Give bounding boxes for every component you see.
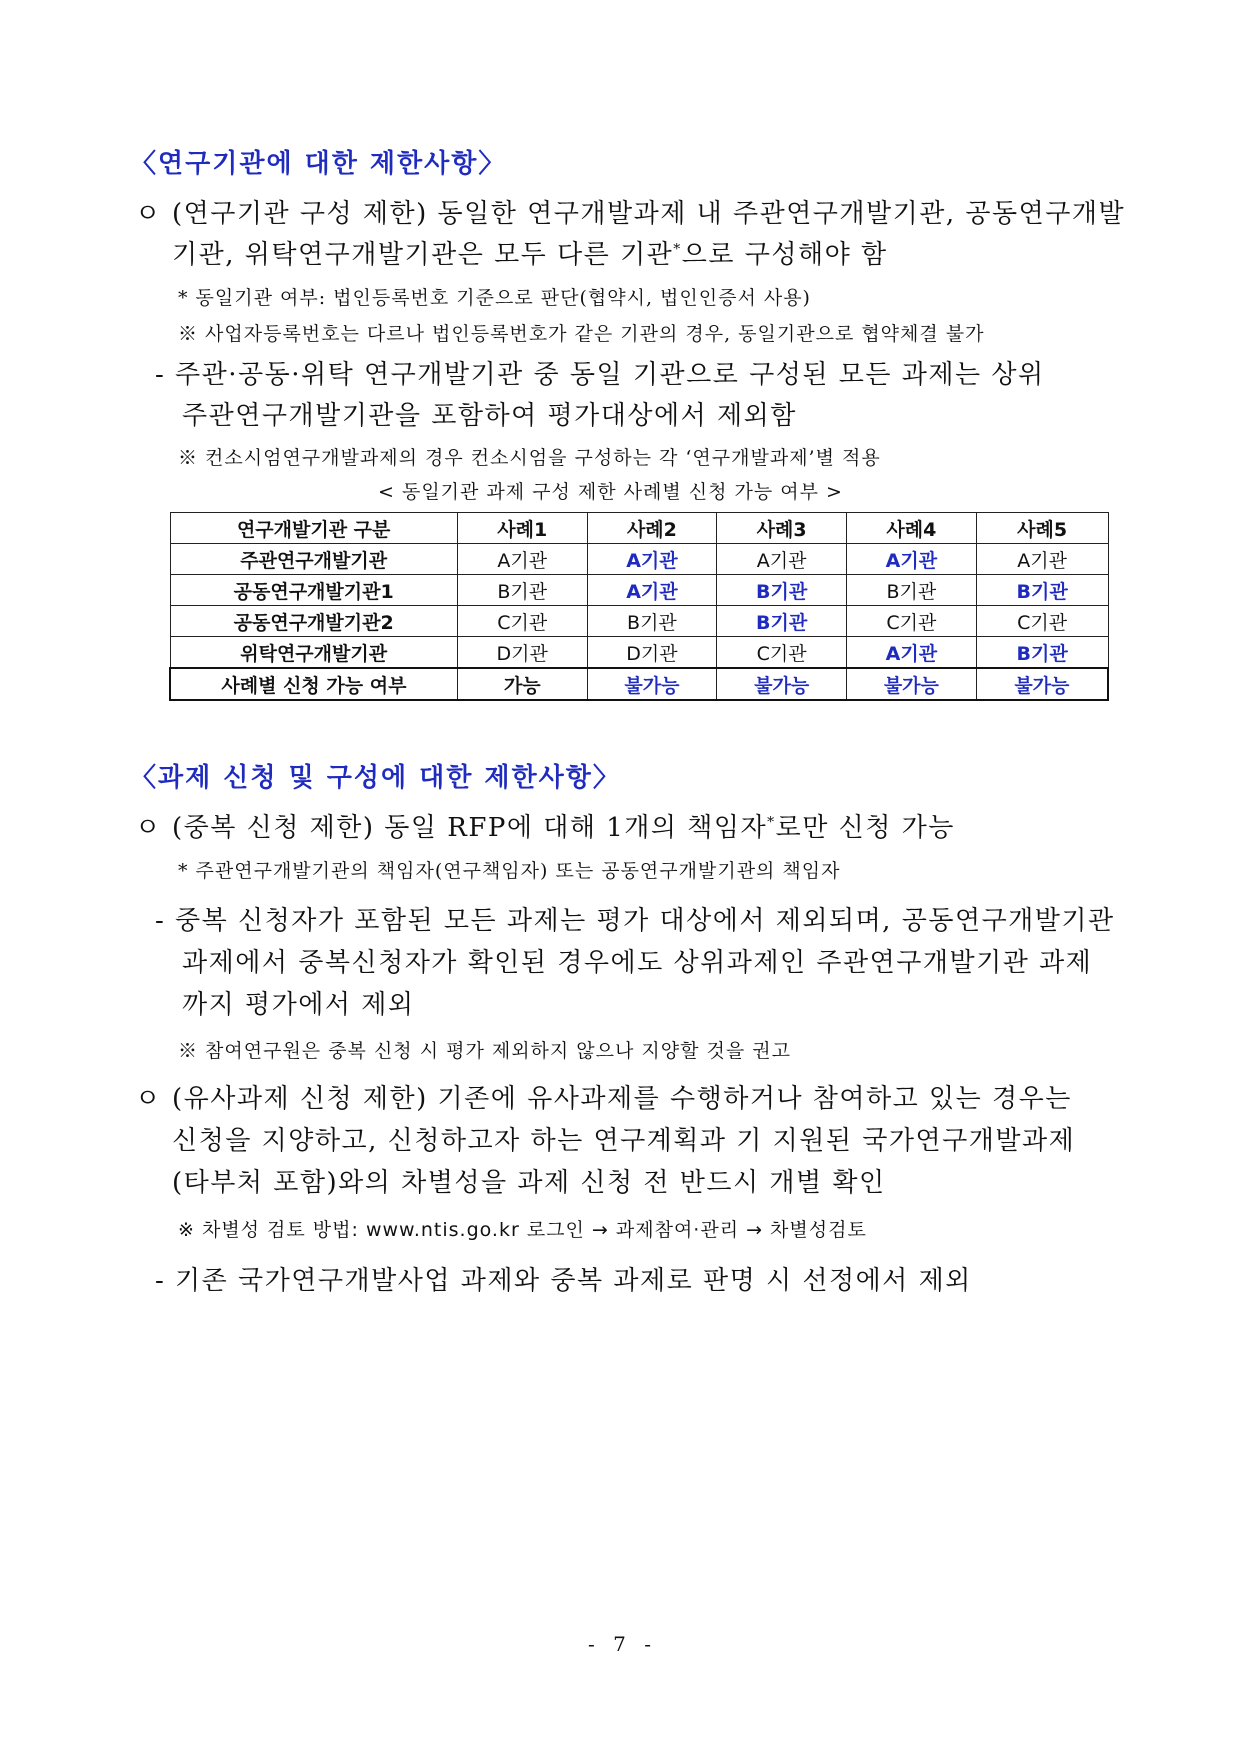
dash-item-duplicate-line3: 까지 평가에서 제외 — [182, 990, 415, 1020]
table-cell: B기관 — [717, 606, 847, 637]
note-consortium: ※ 컨소시엄연구개발과제의 경우 컨소시엄을 구성하는 각 ‘연구개발과제’별 적용 — [178, 447, 881, 469]
dash-item-existing-project: - 기존 국가연구개발사업 과제와 중복 과제로 판명 시 선정에서 제외 — [155, 1266, 972, 1296]
item-duplicate-application — [172, 807, 955, 844]
table-cell: A기관 — [847, 544, 977, 575]
table-cell: C기관 — [847, 606, 977, 637]
table-cell: 불가능 — [717, 668, 847, 700]
table-cell: B기관 — [976, 637, 1108, 669]
note-same-institution: * 동일기관 여부: 법인등록번호 기준으로 판단(협약시, 법인인증서 사용) — [178, 287, 811, 309]
bullet-marker: ㅇ — [135, 813, 162, 843]
table-cell: B기관 — [847, 575, 977, 606]
item-similar-project-line3: (타부처 포함)와의 차별성을 과제 신청 전 반드시 개별 확인 — [172, 1168, 886, 1198]
text-fragment: (중복 신청 제한) 동일 RFP에 대해 1개의 책임자 — [172, 813, 768, 843]
text-fragment: 로만 신청 가능 — [775, 813, 955, 843]
section-heading-research-institution: 〈연구기관에 대한 제한사항〉 — [130, 149, 507, 179]
table-cell: C기관 — [717, 637, 847, 669]
table-header-row — [170, 513, 1108, 544]
table-header-cell: 사례2 — [587, 513, 717, 544]
table-header-cell: 사례3 — [717, 513, 847, 544]
dash-item-duplicate-line2: 과제에서 중복신청자가 확인된 경우에도 상위과제인 주관연구개발기관 과제 — [182, 948, 1093, 978]
bullet-marker: ㅇ — [135, 199, 162, 229]
row-label: 사례별 신청 가능 여부 — [170, 668, 457, 700]
bullet-marker: ㅇ — [135, 1084, 162, 1114]
table-cell: 불가능 — [847, 668, 977, 700]
table-caption: < 동일기관 과제 구성 제한 사례별 신청 가능 여부 > — [378, 481, 843, 503]
table-cell: D기관 — [587, 637, 717, 669]
table-cell: B기관 — [587, 606, 717, 637]
table-header-cell: 연구개발기관 구분 — [170, 513, 457, 544]
case-table — [169, 512, 1109, 701]
footnote-marker: * — [673, 241, 682, 258]
dash-item-same-institution-line2: 주관연구개발기관을 포함하여 평가대상에서 제외함 — [182, 401, 797, 431]
table-header-cell: 사례1 — [457, 513, 587, 544]
table-cell: A기관 — [587, 544, 717, 575]
text-fragment: 으로 구성해야 함 — [681, 240, 888, 270]
table-cell: A기관 — [587, 575, 717, 606]
table-row — [170, 575, 1108, 606]
page-number: - 7 - — [588, 1632, 657, 1656]
note-participating-researcher: ※ 참여연구원은 중복 신청 시 평가 제외하지 않으나 지양할 것을 권고 — [178, 1040, 791, 1062]
table-row — [170, 544, 1108, 575]
table-cell: A기관 — [976, 544, 1108, 575]
table-cell: A기관 — [717, 544, 847, 575]
text-fragment: 기관, 위탁연구개발기관은 모두 다른 기관 — [172, 240, 674, 270]
table-cell: A기관 — [847, 637, 977, 669]
table-header-cell: 사례5 — [976, 513, 1108, 544]
note-differentiation-method: ※ 차별성 검토 방법: www.ntis.go.kr 로그인 → 과제참여·관리 → 차별성검토 — [178, 1219, 867, 1241]
table-cell: B기관 — [717, 575, 847, 606]
footnote-marker: * — [767, 814, 776, 831]
note-responsible-person: * 주관연구개발기관의 책임자(연구책임자) 또는 공동연구개발기관의 책임자 — [178, 860, 841, 882]
table-cell: A기관 — [457, 544, 587, 575]
table-cell: B기관 — [457, 575, 587, 606]
item-institution-composition-line2 — [172, 234, 888, 271]
item-similar-project-line2: 신청을 지양하고, 신청하고자 하는 연구계획과 기 지원된 국가연구개발과제 — [172, 1126, 1076, 1156]
table-row — [170, 637, 1108, 669]
item-institution-composition-line1: (연구기관 구성 제한) 동일한 연구개발과제 내 주관연구개발기관, 공동연구개발 — [172, 199, 1126, 229]
row-label: 주관연구개발기관 — [170, 544, 457, 575]
table-cell: C기관 — [976, 606, 1108, 637]
section-heading-project-application: 〈과제 신청 및 구성에 대한 제한사항〉 — [130, 763, 621, 793]
dash-item-same-institution-line1: - 주관·공동·위탁 연구개발기관 중 동일 기관으로 구성된 모든 과제는 상위 — [155, 360, 1045, 390]
table-header-cell: 사례4 — [847, 513, 977, 544]
table-cell: 불가능 — [976, 668, 1108, 700]
table-cell: C기관 — [457, 606, 587, 637]
item-similar-project-line1: (유사과제 신청 제한) 기존에 유사과제를 수행하거나 참여하고 있는 경우는 — [172, 1084, 1072, 1114]
row-label: 공동연구개발기관1 — [170, 575, 457, 606]
table-cell: B기관 — [976, 575, 1108, 606]
table-row — [170, 606, 1108, 637]
table-row-result — [170, 668, 1108, 700]
table-cell: 가능 — [457, 668, 587, 700]
row-label: 위탁연구개발기관 — [170, 637, 457, 669]
table-cell: 불가능 — [587, 668, 717, 700]
table-cell: D기관 — [457, 637, 587, 669]
note-business-number: ※ 사업자등록번호는 다르나 법인등록번호가 같은 기관의 경우, 동일기관으로 협약체결 불가 — [178, 323, 985, 345]
row-label: 공동연구개발기관2 — [170, 606, 457, 637]
dash-item-duplicate-line1: - 중복 신청자가 포함된 모든 과제는 평가 대상에서 제외되며, 공동연구개발기관 — [155, 906, 1115, 936]
